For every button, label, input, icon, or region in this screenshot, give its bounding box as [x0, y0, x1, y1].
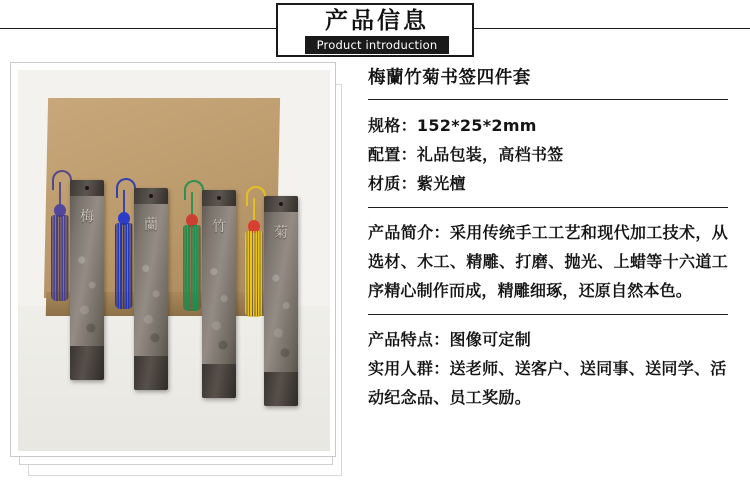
spec-row-material: [368, 169, 728, 198]
product-description-block: [368, 208, 728, 314]
spec-value-config: 礼品包装，高档书签: [416, 145, 564, 164]
bookmark-lan: [134, 188, 168, 390]
spec-row-config: [368, 140, 728, 169]
product-info: [368, 66, 728, 412]
bookmark-engraving: [268, 256, 294, 366]
bookmark-ju: [264, 196, 298, 406]
header-rule-left: [0, 28, 277, 29]
tassel-loop-icon: [52, 170, 72, 190]
product-photo-area: [10, 62, 350, 487]
bookmark-foot: [70, 346, 104, 380]
bookmark-char: 竹: [212, 219, 226, 235]
spec-label-size: 规格：: [368, 116, 417, 135]
page-header: [0, 0, 750, 62]
product-feature-block: [368, 315, 728, 412]
product-spec-list: [368, 100, 728, 207]
bookmark-char: 蘭: [144, 217, 158, 233]
product-photo: [18, 70, 330, 451]
page-subtitle: Product introduction: [305, 36, 449, 54]
bookmark-foot: [134, 356, 168, 390]
tassel-skirt: [245, 231, 263, 317]
spec-row-size: [368, 111, 728, 140]
bookmark-char: 菊: [274, 225, 288, 241]
bookmark-foot: [202, 364, 236, 398]
product-photo-frame: [10, 62, 336, 457]
spec-label-config: 配置：: [368, 145, 417, 164]
tassel-loop-icon: [184, 180, 204, 200]
bookmark-zhu: [202, 190, 236, 398]
product-description: 产品简介：采用传统手工工艺和现代加工技术，从选材、木工、精雕、打磨、抛光、上蜡等十六道工序精心制作而成，精雕细琢，还原自然本色。: [368, 223, 728, 300]
tassel-loop-icon: [116, 178, 136, 198]
header-title-box: [276, 3, 474, 57]
tassel-loop-icon: [246, 186, 266, 206]
page-title: 产品信息: [325, 8, 429, 34]
product-feature-customizable: 产品特点：图像可定制: [368, 330, 532, 349]
spec-value-material: 紫光檀: [416, 174, 466, 193]
product-feature-audience: 实用人群：送老师、送客户、送同事、送同学、活动纪念品、员工奖励。: [368, 359, 727, 407]
spec-label-material: 材质：: [368, 174, 417, 193]
bookmark-engraving: [138, 248, 164, 350]
bookmark-hole: [217, 196, 221, 200]
bookmark-engraving: [74, 240, 100, 340]
bookmark-engraving: [206, 250, 232, 358]
bookmark-hole: [279, 202, 283, 206]
bookmark-hole: [149, 194, 153, 198]
bookmark-char: 梅: [80, 209, 94, 225]
product-name: 梅蘭竹菊书签四件套: [368, 68, 531, 88]
bookmark-mei: [70, 180, 104, 380]
bookmark-foot: [264, 372, 298, 406]
tassel-skirt: [115, 223, 133, 309]
tassel-skirt: [183, 225, 201, 311]
tassel-skirt: [51, 215, 69, 301]
bookmark-hole: [85, 186, 89, 190]
spec-value-size: 152*25*2mm: [416, 116, 537, 135]
header-rule-right: [473, 28, 750, 29]
